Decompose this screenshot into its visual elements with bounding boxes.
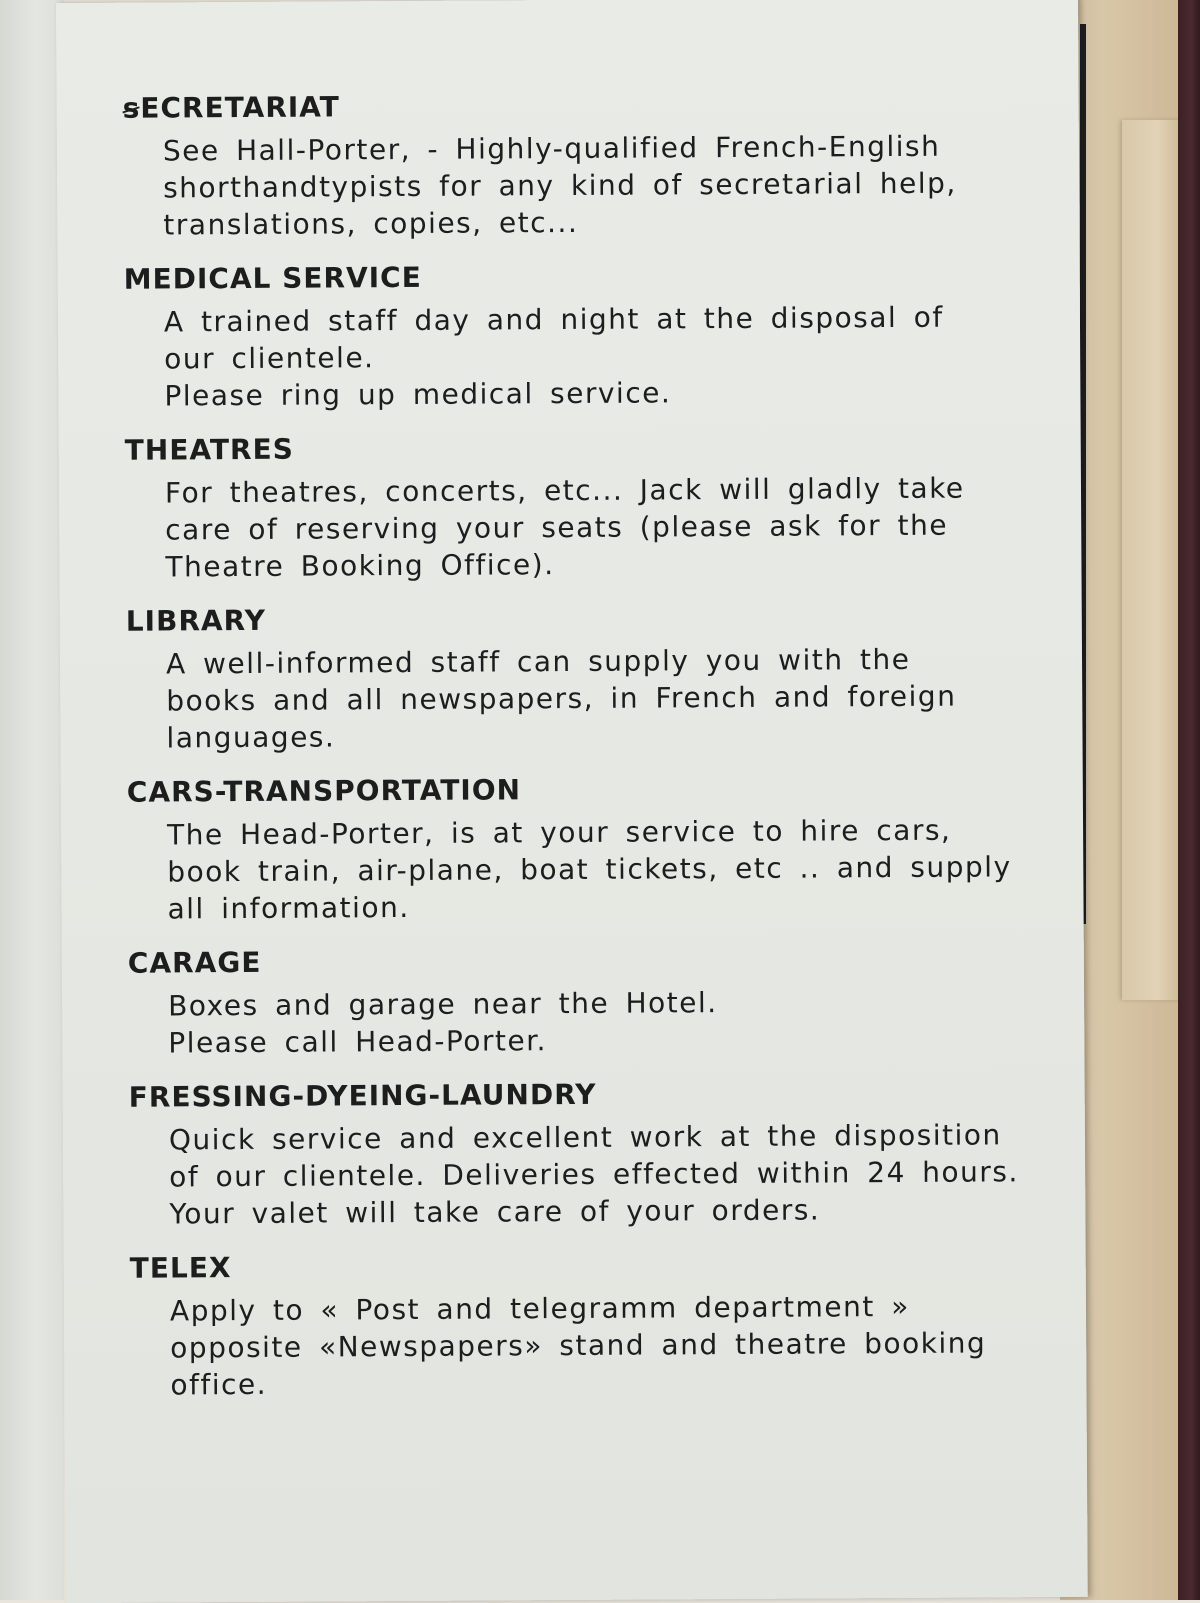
services-list xyxy=(123,85,1031,1421)
section-text-line: A well-informed staff can supply you with the xyxy=(165,642,911,681)
section-heading: CARS-TRANSPORTATION xyxy=(126,773,522,809)
section-text-line: Please ring up medical service. xyxy=(164,376,672,413)
section-text-line: A trained staff day and night at the disposal of xyxy=(163,300,944,339)
section-heading: FRESSING-DYEING-LAUNDRY xyxy=(128,1077,597,1114)
section-text-line: all information. xyxy=(167,890,410,926)
left-page-edge xyxy=(0,0,64,1600)
section-text-line: Your valet will take care of your orders. xyxy=(169,1193,821,1231)
section-text-line: Apply to « Post and telegramm department » xyxy=(169,1289,910,1328)
section-text-line: The Head-Porter, is at your service to hire cars, xyxy=(166,813,952,852)
section-text-line: See Hall-Porter, - Highly-qualified French-English xyxy=(162,129,941,168)
section-text-line: of our clientele. Deliveries effected within 24 hours. xyxy=(169,1155,1019,1194)
section-secretariat xyxy=(123,85,1024,243)
section-text-line: Quick service and excellent work at the disposition xyxy=(168,1118,1002,1157)
section-heading: TELEX xyxy=(129,1251,232,1285)
tan-sheet-fold xyxy=(1122,120,1182,1000)
section-text-line: translations, copies, etc... xyxy=(163,205,579,242)
section-text-line: languages. xyxy=(166,720,336,755)
section-heading: ꞩECRETARIAT xyxy=(122,90,340,125)
section-heading: CARAGE xyxy=(127,945,262,980)
section-text-line: shorthandtypists for any kind of secretarial help, xyxy=(163,166,957,205)
section-heading: MEDICAL SERVICE xyxy=(123,260,422,296)
section-medical-service xyxy=(124,256,1025,414)
section-text-line: care of reserving your seats (please ask for the xyxy=(165,508,949,547)
section-text-line: our clientele. xyxy=(164,341,375,376)
section-telex xyxy=(130,1245,1031,1403)
section-text-line: opposite «Newspapers» stand and theatre booking xyxy=(170,1326,987,1365)
section-text-line: Boxes and garage near the Hotel. xyxy=(168,986,718,1023)
section-text-line: office. xyxy=(170,1367,268,1402)
section-cars-transportation xyxy=(127,769,1028,927)
section-text-line: For theatres, concerts, etc... Jack will gladly take xyxy=(164,471,965,510)
section-heading: THEATRES xyxy=(124,432,294,467)
section-text-line: book train, air-plane, boat tickets, etc .. and supply xyxy=(167,850,1012,889)
section-text-line: Theatre Booking Office). xyxy=(165,548,555,584)
printed-page xyxy=(56,0,1088,1603)
section-library xyxy=(126,598,1027,756)
dark-cover-edge xyxy=(1178,0,1200,1600)
section-heading: LIBRARY xyxy=(125,603,267,638)
section-garage xyxy=(128,940,1029,1061)
section-theatres xyxy=(125,427,1026,585)
section-text-line: Please call Head-Porter. xyxy=(168,1024,548,1060)
section-text-line: books and all newspapers, in French and foreign xyxy=(166,679,957,718)
section-pressing-dyeing-laundry xyxy=(129,1074,1030,1232)
